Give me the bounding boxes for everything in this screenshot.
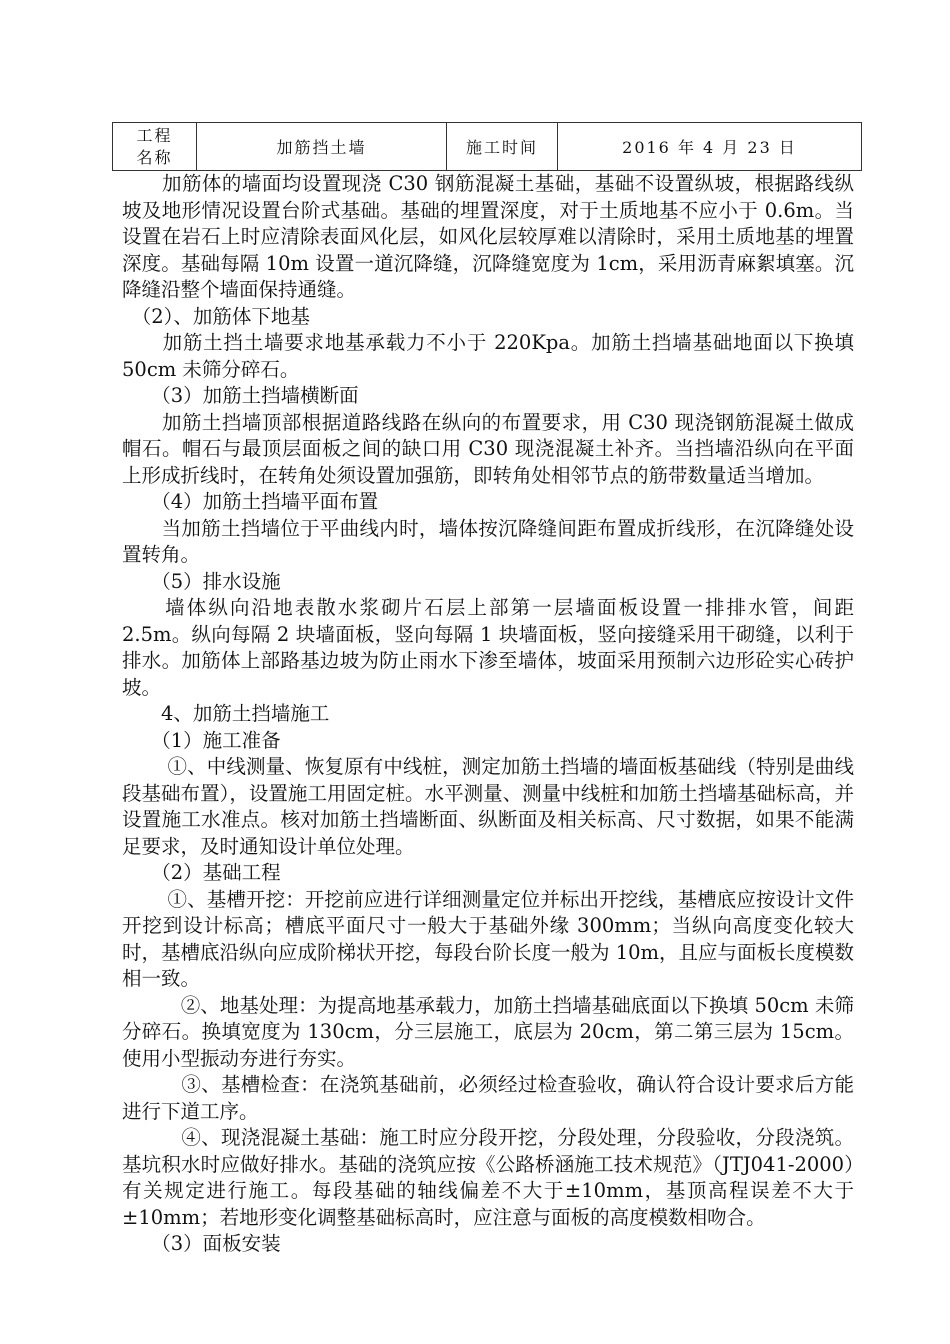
project-name-label-line2: 名称: [136, 147, 173, 167]
heading-cross-section: （3）加筋土挡墙横断面: [122, 384, 359, 407]
document-body: [122, 171, 854, 1258]
heading-panel-installation: （3）面板安装: [122, 1232, 281, 1255]
heading-construction: 4、加筋土挡墙施工: [122, 702, 330, 725]
heading-subgrade: （2）、加筋体下地基: [122, 304, 310, 328]
paragraph-foundation: 加筋体的墙面均设置现浇 C30 钢筋混凝土基础，基础不设置纵坡，根据路线纵坡及地形情况设置台阶式基础。基础的埋置深度，对于土质地基不应小于 0.6m。当设置在岩石上时应清除表面风化层，如风化层较厚难以清除时，采用土质地基的埋置深度。基础每隔 10m 设置一道沉降缝，沉降缝宽度为 1cm，采用沥青麻絮填塞。沉降缝沿整个墙面保持通缝。: [122, 172, 854, 301]
paragraph-subgrade: 加筋土挡土墙要求地基承载力不小于 220Kpa。加筋土挡墙基础地面以下换填 50cm 未筛分碎石。: [122, 331, 854, 381]
heading-drainage: （5）排水设施: [122, 569, 281, 593]
paragraph-trench-inspection: ③、基槽检查：在浇筑基础前，必须经过检查验收，确认符合设计要求后方能进行下道工序。: [122, 1073, 854, 1123]
paragraph-excavation: ①、基槽开挖：开挖前应进行详细测量定位并标出开挖线，基槽底应按设计文件开挖到设计标高；槽底平面尺寸一般大于基础外缘 300mm；当纵向高度变化较大时，基槽底沿纵向应成阶梯状开挖，每段台阶长度一般为 10m，且应与面板长度模数相一致。: [122, 887, 855, 990]
paragraph-survey: ①、中线测量、恢复原有中线桩，测定加筋土挡墙的墙面板基础线（特别是曲线段基础布置），设置施工用固定桩。水平测量、测量中线桩和加筋土挡墙基础标高，并设置施工水准点。核对加筋土挡墙断面、纵断面及相关标高、尺寸数据，如果不能满足要求，及时通知设计单位处理。: [122, 755, 854, 858]
heading-foundation-works: （2）基础工程: [122, 861, 281, 884]
paragraph-drainage: 墙体纵向沿地表散水浆砌片石层上部第一层墙面板设置一排排水管，间距 2.5m。纵向每隔 2 块墙面板，竖向每隔 1 块墙面板，竖向接缝采用干砌缝，以利于排水。加筋体上部路基边坡为防止雨水下渗至墙体，坡面采用预制六边形砼实心砖护坡。: [122, 596, 854, 699]
paragraph-plan-layout: 当加筋土挡墙位于平曲线内时，墙体按沉降缝间距布置成折线形，在沉降缝处设置转角。: [122, 516, 854, 566]
project-info-table: [112, 122, 862, 171]
paragraph-ground-treatment: ②、地基处理：为提高地基承载力，加筋土挡墙基础底面以下换填 50cm 未筛分碎石。换填宽度为 130cm，分三层施工，底层为 20cm，第二第三层为 15cm。使用小型振动夯进行夯实。: [122, 993, 854, 1070]
construction-time-label: 施工时间: [447, 123, 558, 171]
project-name-label: [113, 123, 197, 171]
project-info-row: [113, 123, 862, 171]
construction-time-value: 2016 年 4 月 23 日: [558, 123, 862, 171]
heading-plan-layout: （4）加筋土挡墙平面布置: [122, 490, 379, 513]
paragraph-cross-section: 加筋土挡墙顶部根据道路线路在纵向的布置要求，用 C30 现浇钢筋混凝土做成帽石。帽石与最顶层面板之间的缺口用 C30 现浇混凝土补齐。当挡墙沿纵向在平面上形成折线时，在转角处须设置加强筋，即转角处相邻节点的筋带数量适当增加。: [122, 410, 854, 487]
project-name-value: 加筋挡土墙: [197, 123, 447, 171]
project-name-label-line1: 工程: [136, 125, 173, 145]
heading-preparation: （1）施工准备: [122, 728, 281, 752]
paragraph-cast-concrete: ④、现浇混凝土基础：施工时应分段开挖，分段处理，分段验收，分段浇筑。基坑积水时应做好排水。基础的浇筑应按《公路桥涵施工技术规范》（JTJ041-2000）有关规定进行施工。每段基础的轴线偏差不大于±10mm，基顶高程误差不大于±10mm；若地形变化调整基础标高时，应注意与面板的高度模数相吻合。: [122, 1126, 854, 1229]
